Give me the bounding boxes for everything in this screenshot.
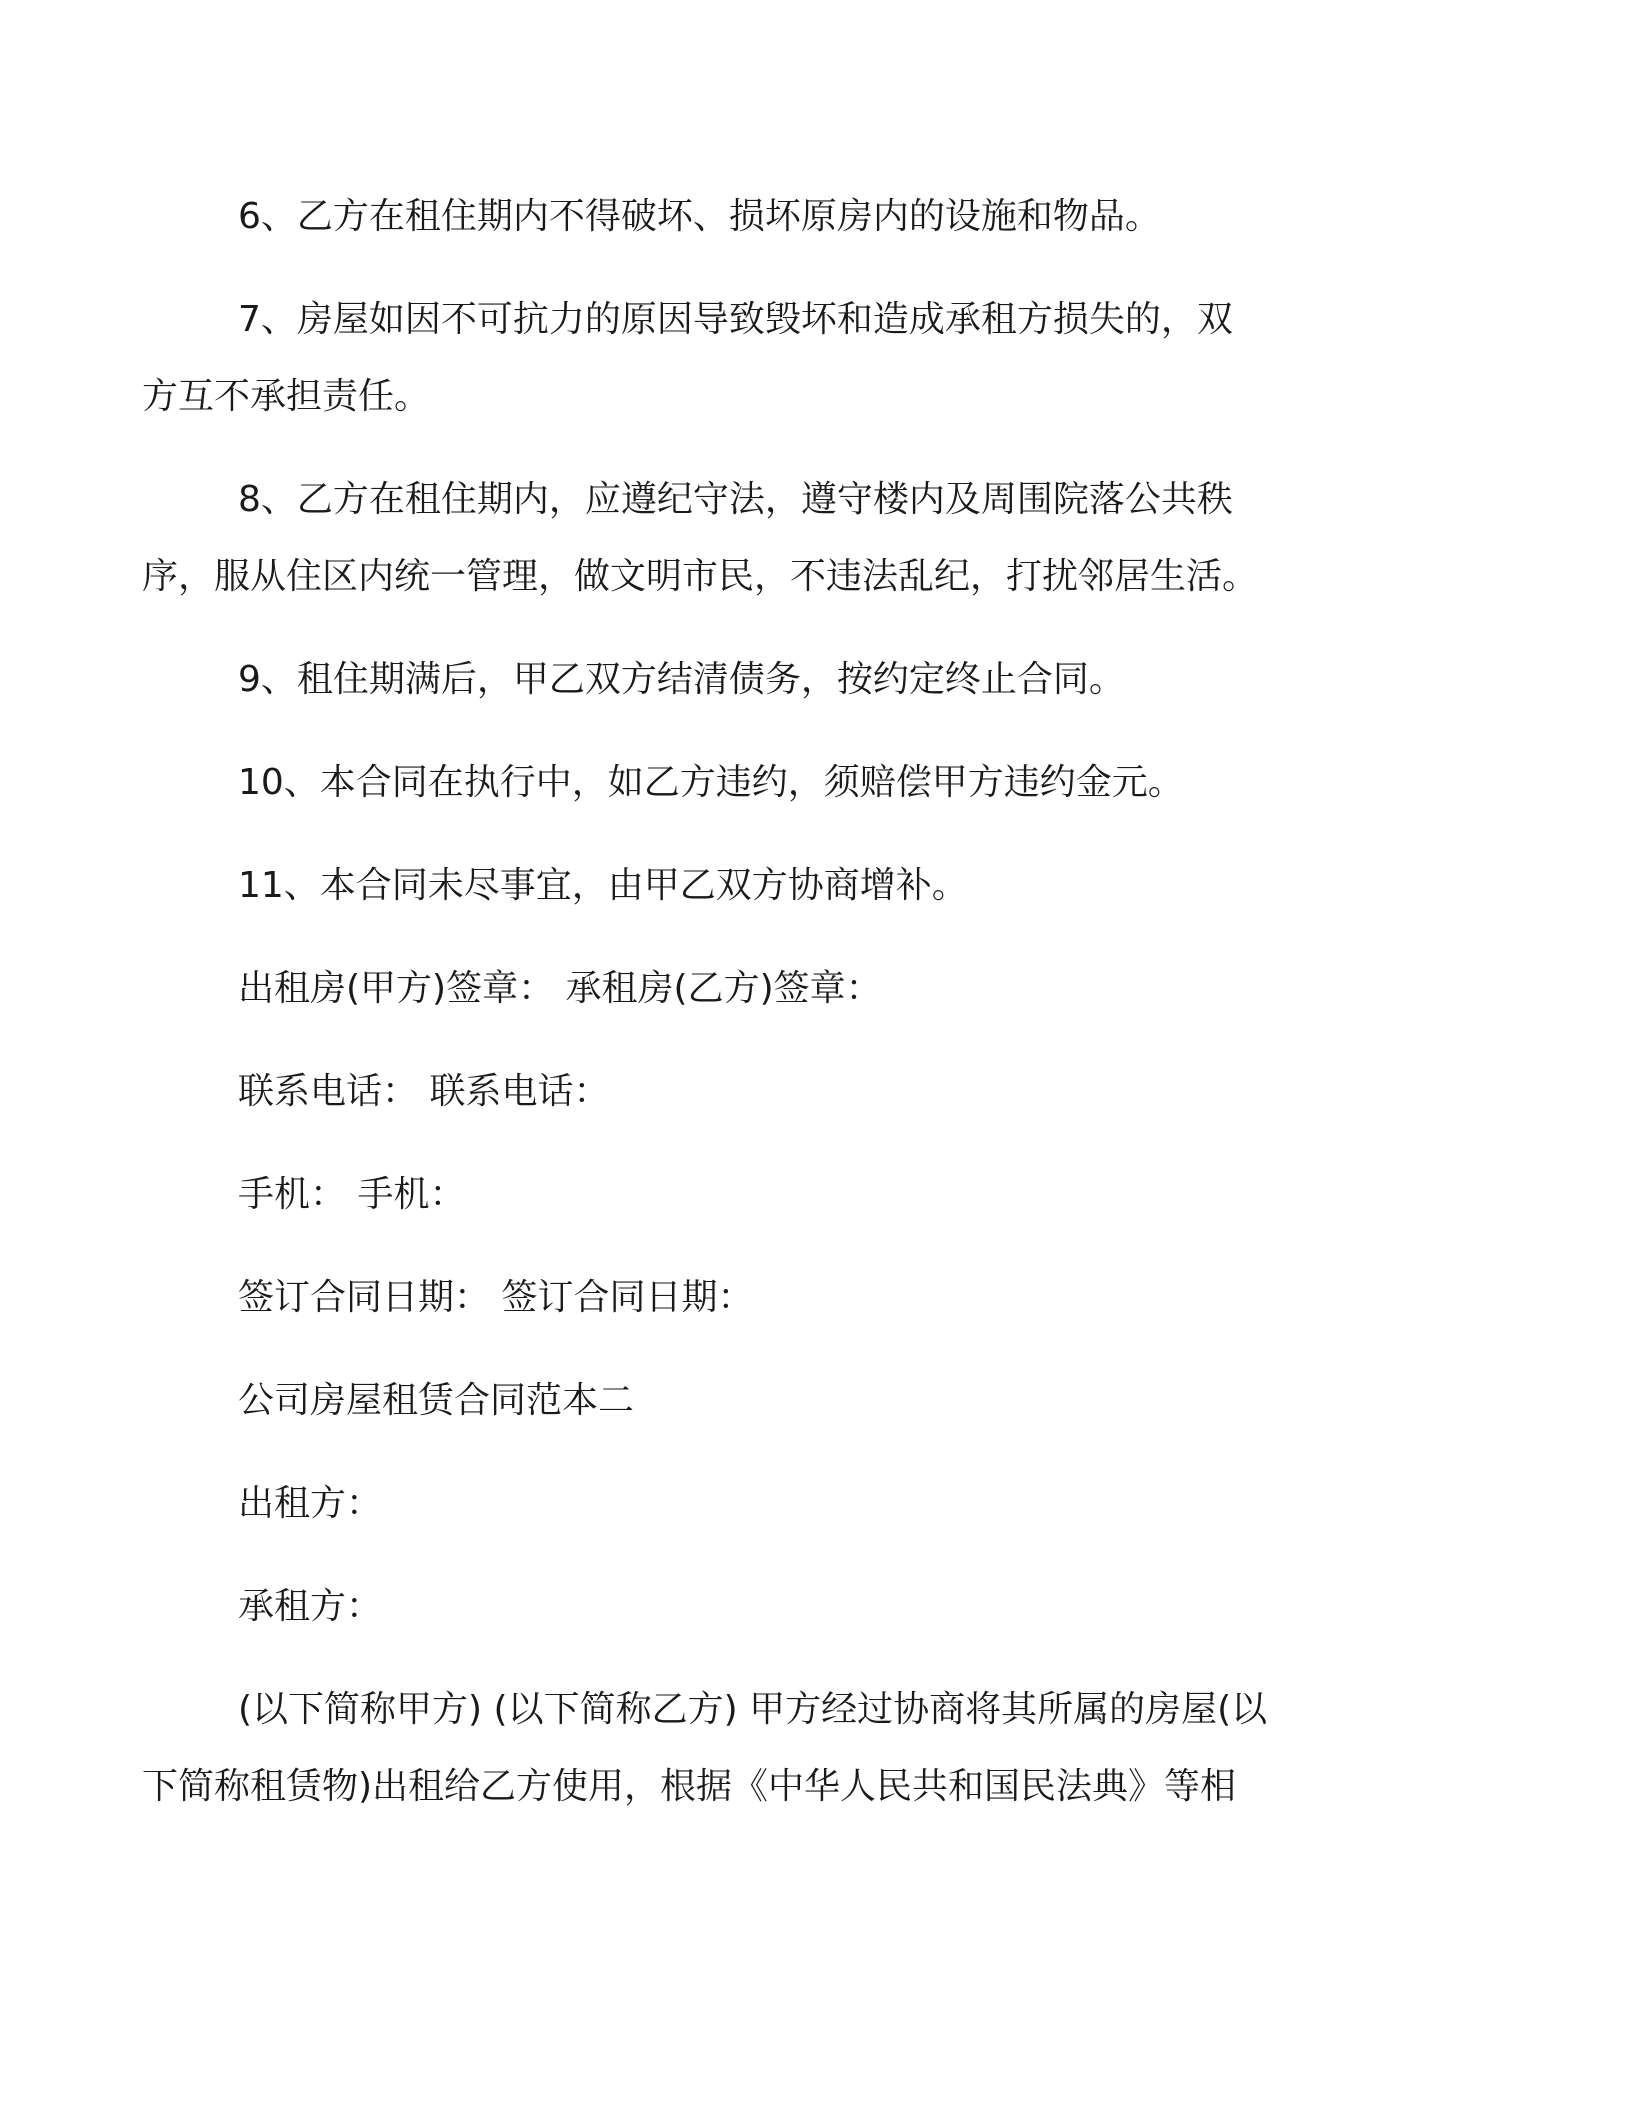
text-line: 出租方： — [238, 1483, 383, 1524]
text-line: 下简称租赁物)出租给乙方使用，根据《中华人民共和国民法典》等相 — [142, 1766, 1237, 1807]
text-line: 序，服从住区内统一管理，做文明市民，不违法乱纪，打扰邻居生活。 — [142, 556, 1259, 597]
clause-8 — [142, 455, 1388, 622]
text-line: 9、租住期满后，甲乙双方结清债务，按约定终止合同。 — [238, 659, 1125, 700]
clause-7 — [142, 275, 1388, 442]
sign-date-line — [238, 1253, 1388, 1343]
signature-line — [238, 944, 1388, 1034]
text-line: 方互不承担责任。 — [142, 376, 431, 417]
text-line: 联系电话： 联系电话： — [238, 1071, 610, 1112]
contact-phone-line — [238, 1047, 1388, 1137]
clause-6 — [238, 172, 1388, 262]
text-line: (以下简称甲方) (以下简称乙方) 甲方经过协商将其所属的房屋(以 — [238, 1689, 1268, 1730]
text-line: 7、房屋如因不可抗力的原因导致毁坏和造成承租方损失的，双 — [238, 299, 1233, 340]
text-line: 签订合同日期： 签订合同日期： — [238, 1277, 754, 1318]
clause-9 — [238, 635, 1388, 725]
text-line: 承租方： — [238, 1586, 383, 1627]
text-line: 手机： 手机： — [238, 1174, 466, 1215]
text-line: 公司房屋租赁合同范本二 — [238, 1380, 635, 1421]
lessor-line — [238, 1459, 1388, 1549]
section-title — [238, 1356, 1388, 1446]
text-line: 11、本合同未尽事宜，由甲乙双方协商增补。 — [238, 865, 968, 906]
clause-10 — [238, 738, 1388, 828]
text-line: 出租房(甲方)签章： 承租房(乙方)签章： — [238, 968, 882, 1009]
text-line: 10、本合同在执行中，如乙方违约，须赔偿甲方违约金元。 — [238, 762, 1184, 803]
text-line: 8、乙方在租住期内，应遵纪守法，遵守楼内及周围院落公共秩 — [238, 479, 1233, 520]
clause-11 — [238, 841, 1388, 931]
text-line: 6、乙方在租住期内不得破坏、损坏原房内的设施和物品。 — [238, 196, 1161, 237]
mobile-line — [238, 1150, 1388, 1240]
intro-paragraph — [142, 1665, 1388, 1832]
lessee-line — [238, 1562, 1388, 1652]
